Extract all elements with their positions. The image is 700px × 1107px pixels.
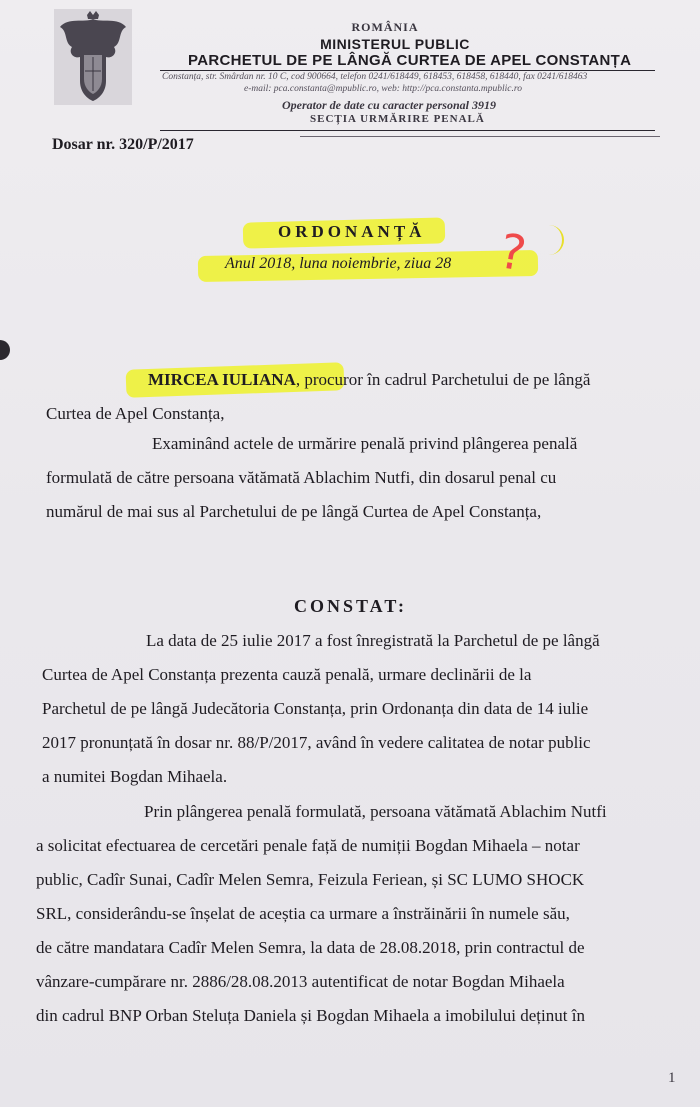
romanian-coat-of-arms-icon — [54, 9, 132, 105]
paragraph-line: Parchetul de pe lângă Judecătoria Constanța, prin Ordonanța din data de 14 iulie — [42, 699, 589, 718]
header-address: Constanța, str. Smârdan nr. 10 C, cod 900664, telefon 0241/618449, 618453, 618458, 618440, fax 0241/618463 — [162, 72, 588, 82]
intro-line: Curtea de Apel Constanța, — [46, 404, 225, 423]
paragraph-line: Prin plângerea penală formulată, persoana vătămată Ablachim Nutfi — [144, 802, 607, 821]
header-office: PARCHETUL DE PE LÂNGĂ CURTEA DE APEL CONSTANȚA — [188, 52, 632, 69]
document-date: Anul 2018, luna noiembrie, ziua 28 — [225, 255, 452, 272]
header-ministry: MINISTERUL PUBLIC — [320, 36, 470, 52]
intro-text: , procuror în cadrul Parchetului de pe lângă — [295, 370, 591, 389]
header-section: SECȚIA URMĂRIRE PENALĂ — [310, 113, 485, 125]
paragraph-line: din cadrul BNP Orban Steluța Daniela și Bogdan Mihaela a imobilului deținut în — [36, 1006, 585, 1025]
binder-hole — [0, 340, 10, 360]
header-country: ROMÂNIA — [351, 20, 419, 34]
page-number: 1 — [668, 1070, 676, 1086]
header-rule-secondary — [300, 136, 660, 137]
examining-line: Examinând actele de urmărire penală privind plângerea penală — [152, 434, 578, 453]
paragraph-line: a numitei Bogdan Mihaela. — [42, 767, 228, 786]
examining-line: formulată de către persoana vătămată Ablachim Nutfi, din dosarul penal cu — [46, 468, 557, 487]
dossier-number: Dosar nr. 320/P/2017 — [52, 136, 194, 153]
paragraph-line: Curtea de Apel Constanța prezenta cauză penală, urmare declinării de la — [42, 665, 532, 684]
examining-line: numărul de mai sus al Parchetului de pe lângă Curtea de Apel Constanța, — [46, 502, 542, 521]
paragraph-line: La data de 25 iulie 2017 a fost înregistrată la Parchetul de pe lângă — [146, 631, 600, 650]
header-rule-bottom — [160, 130, 655, 131]
paragraph-line: a solicitat efectuarea de cercetări penale față de numiții Bogdan Mihaela – notar — [36, 836, 580, 855]
prosecutor-name: MIRCEA IULIANA — [148, 370, 296, 389]
handwritten-question-mark: ? — [495, 223, 531, 283]
section-heading: CONSTAT: — [294, 596, 408, 616]
paragraph-line: public, Cadîr Sunai, Cadîr Melen Semra, Feizula Feriean, și SC LUMO SHOCK — [36, 870, 585, 889]
header-contact: e-mail: pca.constanta@mpublic.ro, web: http://pca.constanta.mpublic.ro — [244, 84, 522, 94]
header-rule — [160, 70, 655, 71]
paragraph-line: SRL, considerându-se înșelat de aceștia ca urmare a înstrăinării în numele său, — [36, 904, 570, 923]
paragraph-line: 2017 pronunțată în dosar nr. 88/P/2017, având în vedere calitatea de notar public — [42, 733, 591, 752]
intro-line — [148, 370, 590, 390]
paragraph-line: de către mandatara Cadîr Melen Semra, la data de 28.08.2018, prin contractul de — [36, 938, 585, 957]
handwritten-mark — [548, 225, 564, 255]
header-operator: Operator de date cu caracter personal 3919 — [282, 98, 496, 112]
document-title: ORDONANȚĂ — [278, 222, 426, 241]
paragraph-line: vânzare-cumpărare nr. 2886/28.08.2013 autentificat de notar Bogdan Mihaela — [36, 972, 565, 991]
